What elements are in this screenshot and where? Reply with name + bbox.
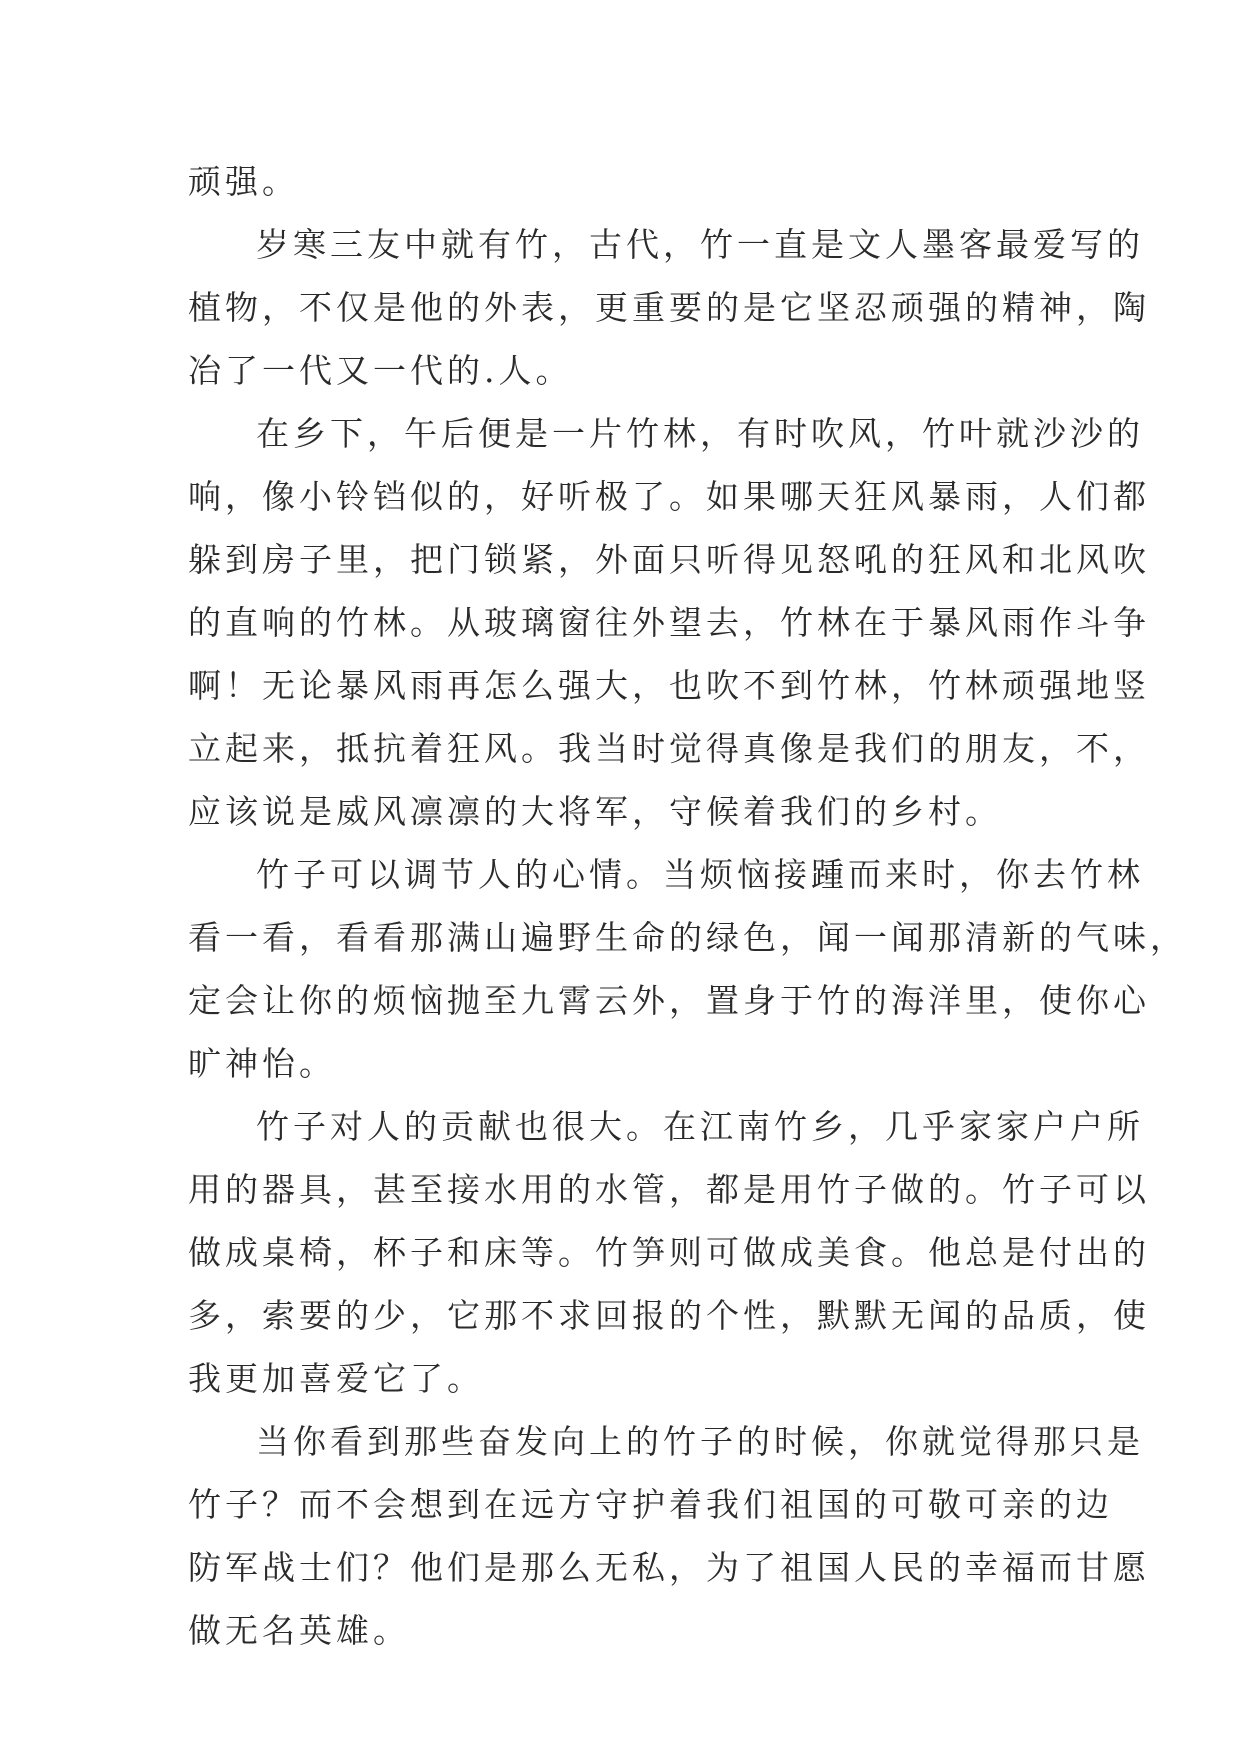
text-line: 顽强。 bbox=[188, 162, 299, 201]
text-line: 竹子？而不会想到在远方守护着我们祖国的可敬可亲的边 bbox=[188, 1485, 1113, 1524]
text-line: 立起来，抵抗着狂风。我当时觉得真像是我们的朋友，不， bbox=[188, 729, 1150, 768]
text-line: 植物，不仅是他的外表，更重要的是它坚忍顽强的精神，陶 bbox=[188, 288, 1150, 327]
essay-body bbox=[188, 150, 1187, 1662]
text-line: 做成桌椅，杯子和床等。竹笋则可做成美食。他总是付出的 bbox=[188, 1233, 1150, 1272]
text-line: 躲到房子里，把门锁紧，外面只听得见怒吼的狂风和北风吹 bbox=[188, 540, 1150, 579]
text-line: 旷神怡。 bbox=[188, 1044, 336, 1083]
text-line: 我更加喜爱它了。 bbox=[188, 1359, 484, 1398]
text-line: 冶了一代又一代的.人。 bbox=[188, 351, 573, 390]
text-line: 做无名英雄。 bbox=[188, 1611, 410, 1650]
paragraph-start-line: 岁寒三友中就有竹，古代，竹一直是文人墨客最爱写的 bbox=[256, 225, 1144, 264]
paragraph-start-line: 竹子对人的贡献也很大。在江南竹乡，几乎家家户户所 bbox=[256, 1107, 1144, 1146]
paragraph-start-line: 在乡下，午后便是一片竹林，有时吹风，竹叶就沙沙的 bbox=[256, 414, 1144, 453]
text-line: 防军战士们？他们是那么无私，为了祖国人民的幸福而甘愿 bbox=[188, 1548, 1150, 1587]
text-line: 多，索要的少，它那不求回报的个性，默默无闻的品质，使 bbox=[188, 1296, 1150, 1335]
text-line: 看一看，看看那满山遍野生命的绿色，闻一闻那清新的气味， bbox=[188, 918, 1187, 957]
text-line: 啊！无论暴风雨再怎么强大，也吹不到竹林，竹林顽强地竖 bbox=[188, 666, 1150, 705]
paragraph-start-line: 竹子可以调节人的心情。当烦恼接踵而来时，你去竹林 bbox=[256, 855, 1144, 894]
text-line: 应该说是威风凛凛的大将军，守候着我们的乡村。 bbox=[188, 792, 1002, 831]
text-line: 响，像小铃铛似的，好听极了。如果哪天狂风暴雨，人们都 bbox=[188, 477, 1150, 516]
text-line: 用的器具，甚至接水用的水管，都是用竹子做的。竹子可以 bbox=[188, 1170, 1150, 1209]
text-line: 定会让你的烦恼抛至九霄云外，置身于竹的海洋里，使你心 bbox=[188, 981, 1150, 1020]
paragraph-start-line: 当你看到那些奋发向上的竹子的时候，你就觉得那只是 bbox=[256, 1422, 1144, 1461]
text-line: 的直响的竹林。从玻璃窗往外望去，竹林在于暴风雨作斗争 bbox=[188, 603, 1150, 642]
